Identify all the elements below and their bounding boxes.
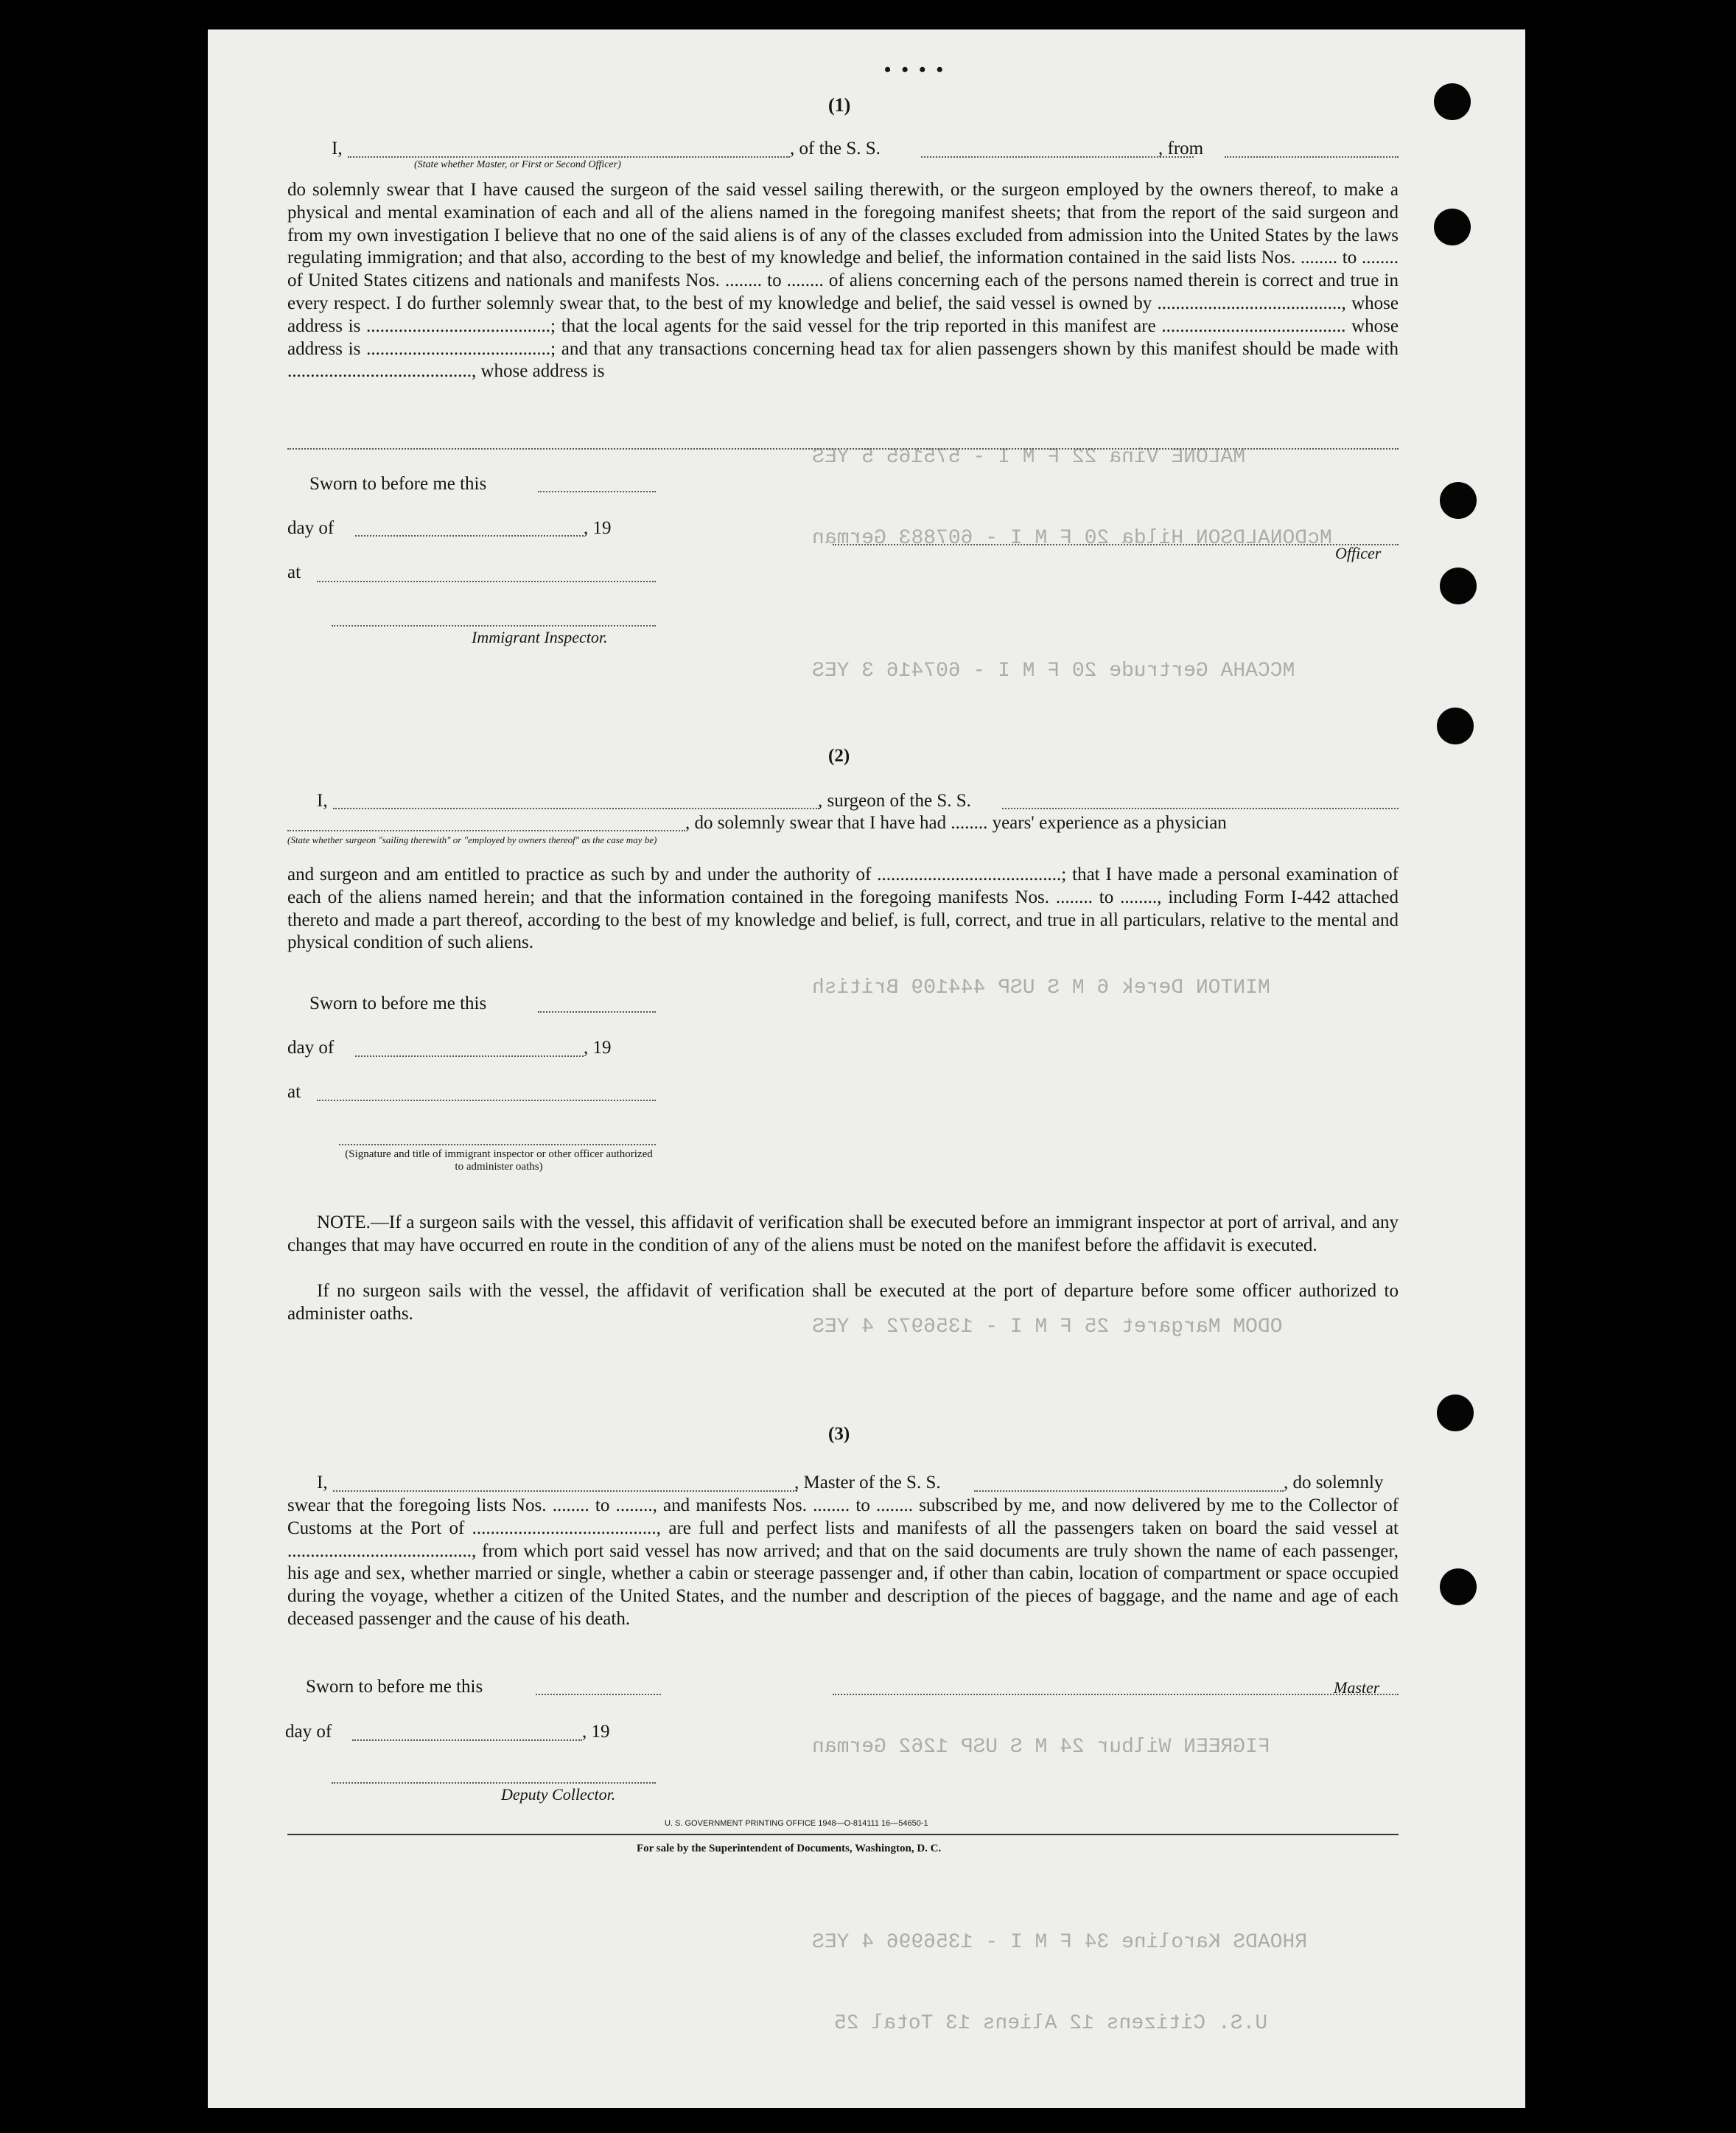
s2-sworn-field[interactable] <box>538 1011 656 1013</box>
s1-at-field[interactable] <box>317 581 656 582</box>
page-number: (1) <box>828 94 851 116</box>
s1-sworn: Sworn to before me this <box>309 474 487 494</box>
s1-day-of: day of <box>287 518 335 538</box>
s3-year: , 19 <box>582 1722 610 1742</box>
bleed-through-line: ODOM Margaret 25 F M I - 1356972 4 YES <box>812 1316 1283 1338</box>
s3-master-name-field[interactable] <box>333 1490 797 1492</box>
s2-at-field[interactable] <box>317 1100 656 1101</box>
s1-at: at <box>287 562 301 582</box>
binder-hole <box>1437 708 1474 744</box>
s1-line-i: I, <box>332 139 343 158</box>
s3-vessel-field[interactable] <box>974 1490 1284 1492</box>
bleed-through-line: McDONALDSON Hilda 20 F M I - 607883 German <box>812 527 1332 550</box>
top-stamp: • • • • <box>884 59 946 80</box>
s1-address-line[interactable] <box>287 448 1399 450</box>
s3-number: (3) <box>828 1424 850 1444</box>
manifest-page <box>208 29 1525 2108</box>
s2-sworn: Sworn to before me this <box>309 994 487 1013</box>
s3-master-signature[interactable] <box>833 1694 1399 1695</box>
bleed-through-line: MCCAHA Gertrude 20 F M I - 607416 3 YES <box>812 660 1295 683</box>
s3-master: , Master of the S. S. <box>794 1473 941 1493</box>
s3-day-of: day of <box>285 1722 332 1742</box>
s1-vessel-field[interactable] <box>921 156 1194 158</box>
s3-line-i: I, <box>317 1473 328 1493</box>
binder-hole <box>1434 83 1471 120</box>
binder-hole <box>1440 1568 1477 1605</box>
s2-body: and surgeon and am entitled to practice as such by and under the authority of ........................................; that I have made a personal examination of each of the aliens named herein; and that the information contained in the foregoing manifests Nos. ........ to ........, including Form I-442 attached thereto and made a part thereof, according to the best of my knowledge and belief, is full, correct, and true in all particulars, relative to the mental and physical condition of such aliens. <box>287 865 1399 953</box>
s3-collector: Deputy Collector. <box>501 1785 616 1804</box>
s2-vessel-field[interactable] <box>1002 808 1399 809</box>
footer-rule <box>287 1834 1399 1835</box>
s1-inspector-signature[interactable] <box>332 625 656 626</box>
binder-hole <box>1440 568 1477 604</box>
s1-line-from: , from <box>1158 139 1204 158</box>
note-para1: NOTE.—If a surgeon sails with the vessel, this affidavit of verification shall be executed before an immigrant inspector at port of arrival, and any changes that may have occurred en route in the condition of any of the aliens must be noted on the manifest before the affidavit is executed. <box>287 1212 1399 1255</box>
s2-caption2: (Signature and title of immigrant inspector or other officer authorized to administer oaths) <box>345 1148 653 1173</box>
bleed-through-line: MALONE Vina 22 F M I - 575165 5 YES <box>812 446 1246 469</box>
s3-collector-signature[interactable] <box>332 1782 656 1784</box>
s2-at: at <box>287 1082 301 1102</box>
s1-officer-signature[interactable] <box>833 544 1399 545</box>
s2-surgeon-name-field[interactable] <box>333 808 819 809</box>
s2-day-of: day of <box>287 1038 335 1058</box>
s1-body: do solemnly swear that I have caused the surgeon of the said vessel sailing therewith, or the surgeon employed by the owners thereof, to make a physical and mental examination of each and all of the aliens named in the foregoing manifest sheets; that from the report of the said surgeon and from my own investigation I believe that no one of the said aliens is of any of the classes excluded from admission into the United States by the laws regulating immigration; and that also, according to the best of my knowledge and belief, the information contained in the said lists Nos. ........ to ........ of United States citizens and nationals and manifests Nos. ........ to ........ of aliens concerning each of the persons named therein is correct and true in every respect. I do further solemnly swear that, to the best of my knowledge and belief, the said vessel is owned by ........................................, whose address is ........................................; that the local agents for the said vessel for the trip reported in this manifest are ........................................ whose address is ........................................; and that any transactions concerning head tax for alien passengers shown by this manifest should be made with ........................................, whose address is <box>287 180 1399 382</box>
footer-note: For sale by the Superintendent of Documents, Washington, D. C. <box>637 1843 942 1854</box>
s2-day-field[interactable] <box>355 1055 584 1057</box>
bleed-through-line: MINTON Derek 6 M S USP 444109 British <box>812 977 1270 999</box>
s1-line-ss: , of the S. S. <box>790 139 881 158</box>
bleed-through-line: RHOADS Karoline 34 F M I - 1356996 4 YES <box>812 1931 1308 1954</box>
s2-surgeon-ss: , surgeon of the S. S. <box>818 791 971 811</box>
s2-caption: (State whether surgeon "sailing therewith" or "employed by owners thereof" as the case may be) <box>287 834 657 845</box>
s3-solemnly: , do solemnly <box>1284 1473 1384 1493</box>
s1-from-field[interactable] <box>1225 156 1399 158</box>
bleed-through-line: FIGREEN Wilbur 24 M S USP 1262 German <box>812 1736 1270 1759</box>
s2-number: (2) <box>828 746 850 766</box>
bleed-through-line: U.S. Citizens 12 Aliens 13 Total 25 <box>834 2012 1268 2035</box>
s2-swear: , do solemnly swear that I have had ........ years' experience as a physician <box>685 813 1227 833</box>
s3-sworn-field[interactable] <box>536 1694 661 1695</box>
s2-line-i: I, <box>317 791 328 811</box>
s1-officer: Officer <box>1335 544 1382 562</box>
s2-signature-field[interactable] <box>339 1144 656 1145</box>
s1-sworn-field[interactable] <box>538 491 656 492</box>
s2-year: , 19 <box>584 1038 612 1058</box>
s1-inspector: Immigrant Inspector. <box>472 628 608 646</box>
binder-hole <box>1437 1394 1474 1431</box>
s3-sworn: Sworn to before me this <box>306 1677 483 1697</box>
s1-caption: (State whether Master, or First or Second Officer) <box>414 159 621 170</box>
s1-year: , 19 <box>584 518 612 538</box>
s3-master-label: Master <box>1334 1678 1380 1697</box>
printer-imprint: U. S. GOVERNMENT PRINTING OFFICE 1948—O-814111 16—54650-1 <box>665 1819 928 1828</box>
s1-officer-name-field[interactable] <box>348 156 790 158</box>
note-para2: If no surgeon sails with the vessel, the affidavit of verification shall be executed at the port of departure before some officer authorized to administer oaths. <box>287 1281 1399 1324</box>
s2-status-field[interactable] <box>287 830 685 831</box>
s3-day-field[interactable] <box>352 1739 582 1741</box>
s1-day-field[interactable] <box>355 535 584 537</box>
binder-hole <box>1440 482 1477 519</box>
binder-hole <box>1434 209 1471 245</box>
s3-body: swear that the foregoing lists Nos. ........ to ........, and manifests Nos. ........ to ........ subscribed by me, and now delivered by me to the Collector of Customs at the Port of ........................................, are full and perfect lists and manifests of all the passengers taken on board the said vessel at ........................................, from which port said vessel has now arrived; and that on the said documents are truly shown the name of each passenger, his age and sex, whether married or single, whether a cabin or steerage passenger and, if other than cabin, location of compartment or space occupied during the voyage, whether a citizen of the United States, and the number and description of the pieces of baggage, and the name and age of each deceased passenger and the cause of his death. <box>287 1495 1399 1629</box>
